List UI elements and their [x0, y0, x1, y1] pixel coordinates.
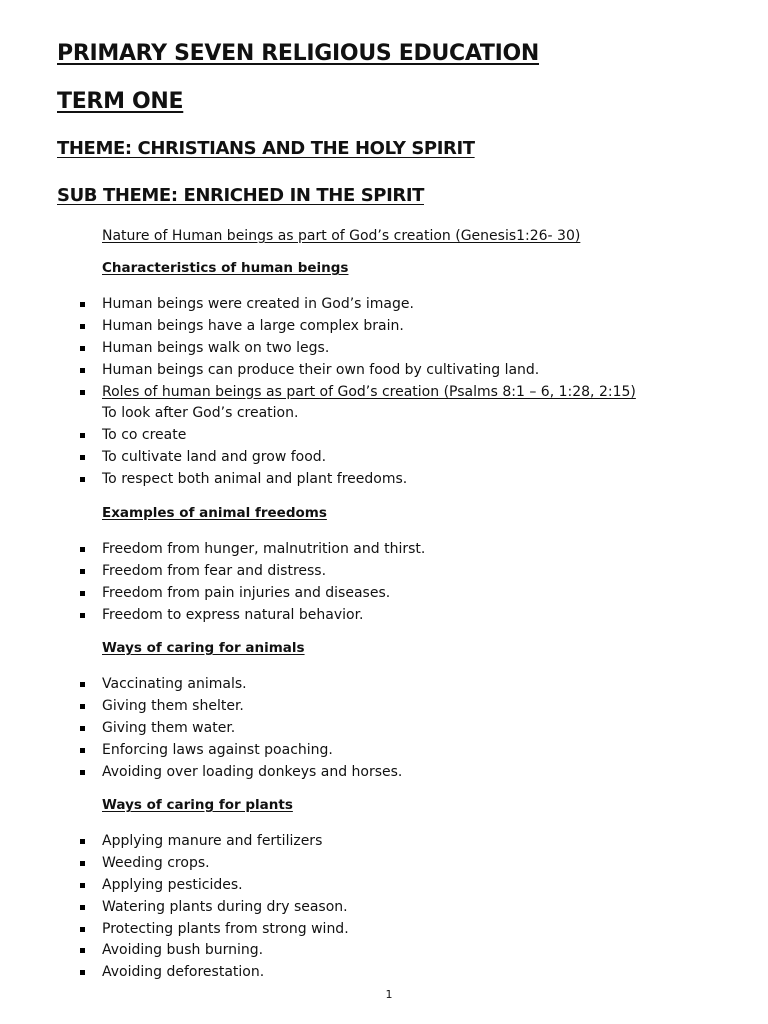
bullet-icon: [80, 368, 85, 373]
caring-plants-heading: Ways of caring for plants: [102, 797, 293, 813]
bullet-icon: [80, 748, 85, 753]
bullet-icon: [80, 948, 85, 953]
bullet-icon: [80, 346, 85, 351]
term-heading: TERM ONE: [57, 89, 184, 114]
bullet-icon: [80, 770, 85, 775]
bullet-icon: [80, 591, 85, 596]
document-title: PRIMARY SEVEN RELIGIOUS EDUCATION: [57, 41, 540, 66]
bullet-icon: [80, 547, 85, 552]
bullet-icon: [80, 390, 85, 395]
bullet-icon: [80, 433, 85, 438]
bullet-icon: [80, 726, 85, 731]
bullet-icon: [80, 455, 85, 460]
bullet-icon: [80, 302, 85, 307]
bullet-icon: [80, 861, 85, 866]
characteristics-heading: Characteristics of human beings: [102, 260, 349, 276]
bullet-icon: [80, 905, 85, 910]
animal-freedoms-heading: Examples of animal freedoms: [102, 505, 327, 521]
bullet-icon: [80, 477, 85, 482]
bullet-icon: [80, 839, 85, 844]
bullet-icon: [80, 883, 85, 888]
page-number: 1: [385, 988, 393, 1001]
bullet-icon: [80, 324, 85, 329]
bullet-icon: [80, 704, 85, 709]
bullet-icon: [80, 569, 85, 574]
bullet-icon: [80, 613, 85, 618]
subtheme-heading: SUB THEME: ENRICHED IN THE SPIRIT: [57, 185, 424, 206]
bullet-icon: [80, 927, 85, 932]
bullet-icon: [80, 682, 85, 687]
theme-heading: THEME: CHRISTIANS AND THE HOLY SPIRIT: [57, 138, 475, 159]
bullet-icon: [80, 970, 85, 975]
nature-of-human-beings-line: Nature of Human beings as part of God’s creation (Genesis1:26- 30): [102, 228, 581, 244]
caring-animals-heading: Ways of caring for animals: [102, 640, 305, 656]
